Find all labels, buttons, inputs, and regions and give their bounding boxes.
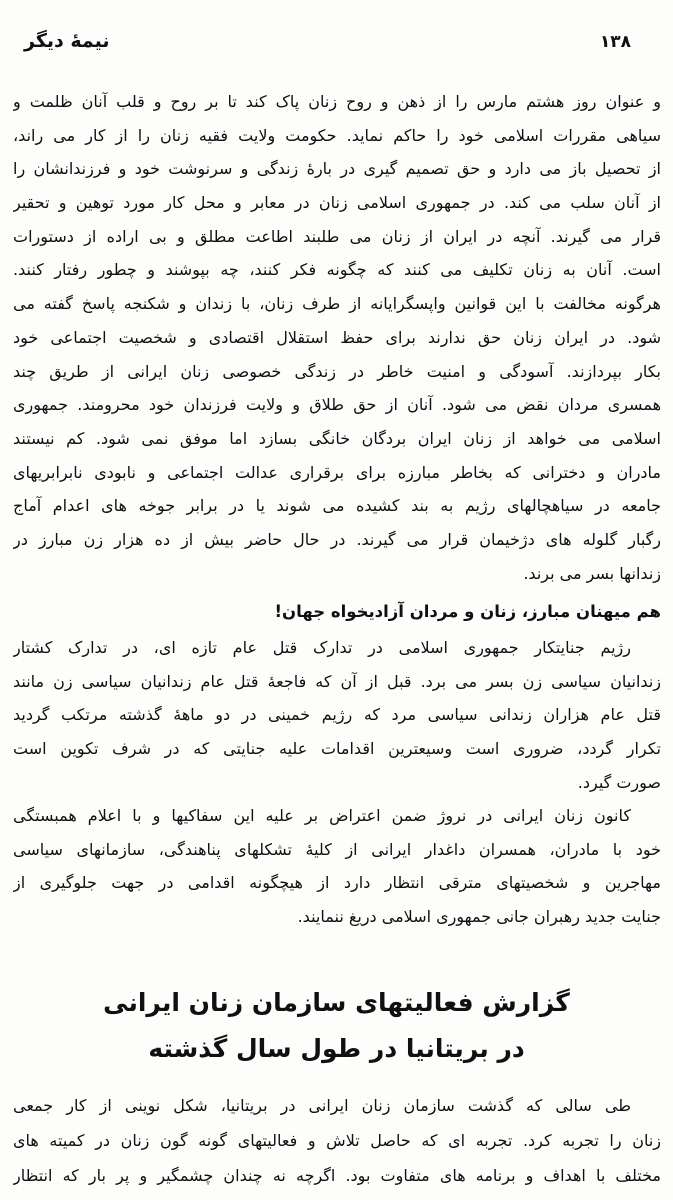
page-number: ۱۳۸	[599, 32, 631, 52]
text-line: و عنوان روز هشتم مارس را از ذهن و روح زنان پاک کند تا بر روح و قلب آنان ظلمت و	[13, 92, 661, 111]
section-heading-line-2: در بریتانیا در طول سال گذشته	[148, 1034, 525, 1063]
text-line: رژیم جنایتکار جمهوری اسلامی در تدارک قتل عام تازه ای، در تدارک کشتار	[13, 638, 631, 657]
text-line: مهاجرین و شخصیتهای مترقی انتظار دارد از هیچگونه اقدامی در جهت جلوگیری از	[13, 873, 661, 893]
text-line: زنان را تجربه کرد. تجربه ای که حاصل تلاش و فعالیتهای گونه گون زنان در کمیته های	[13, 1131, 661, 1150]
text-line: بکار بپردازند. آسودگی و امنیت خاطر در زندگی خصوصی زنان ایرانی از طریق چند	[13, 361, 661, 381]
text-line: سیاهی مقررات اسلامی خود را حاکم نماید. حکومت ولایت فقیه زنان را از کار می راند،	[13, 125, 661, 145]
report-paragraph-1	[13, 1088, 661, 1193]
text-line: هرگونه مخالفت با این قوانین واپسگرایانه از طرف زنان، با زندان و شکنجه پاسخ گفته می	[13, 294, 661, 314]
text-line: اسلامی می خواهد از زنان ایران بردگان خانگی بسازد اما موفق نمی شود. کم نیستند	[13, 428, 661, 448]
section-heading	[0, 980, 673, 1072]
text-line: همسری مردان نقض می شود. آنان از حق طلاق و ولایت فرزندان خود محرومند. جمهوری	[13, 395, 661, 415]
salutation-line: هم میهنان مبارز، زنان و مردان آزادیخواه جهان!	[274, 602, 661, 621]
text-line: جامعه در سیاهچالهای رژیم به بند کشیده می شوند یا در برابر جوخه های اعدام آماج	[13, 496, 661, 516]
text-line: تکرار گردد، ضروری است وسیعترین اقدامات علیه جنایتی که در شرف تکوین است	[13, 739, 661, 759]
text-line: رگبار گلوله های دژخیمان قرار می گیرند. در حال حاضر بیش از ده هزار زن مبارز در	[13, 529, 661, 549]
text-line: زندانیان سیاسی زن بسر می برد. قبل از آن که فاجعهٔ قتل عام زندانیان سیاسی زن مانند	[13, 671, 661, 691]
text-line: مختلف با اهداف و برنامه های متفاوت بود. اگرچه نه چندان چشمگیر و پر بار که انتظار	[13, 1166, 661, 1185]
text-line: قتل عام هزاران زندانی سیاسی مرد که رژیم خمینی در دو ماههٔ گذشته مرتکب گردید	[13, 705, 661, 725]
text-line: خود با مادران، همسران داغدار ایرانی از کلیهٔ تشکلهای پناهندگی، سازمانهای سیاسی	[13, 839, 661, 859]
running-head	[0, 30, 673, 62]
text-line: شود. در ایران زنان حق ندارند برای حفظ استقلال اقتصادی و شخصیت اجتماعی خود	[13, 327, 661, 347]
text-line: کانون زنان ایرانی در نروژ ضمن اعتراض بر علیه این سفاکیها و با اعلام همبستگی	[13, 806, 631, 825]
section-heading-line-1: گزارش فعالیتهای سازمان زنان ایرانی	[103, 988, 570, 1017]
text-line: قرار می گیرند. آنچه در ایران از زنان می طلبند اطاعت مطلق و بی اراده از دستورات	[13, 226, 661, 246]
text-line: مادران و دخترانی که بخاطر مبارزه برای برقراری عدالت اجتماعی و نابودی نابرابریهای	[13, 462, 661, 482]
body-paragraph-2	[13, 631, 661, 799]
text-line: صورت گیرد.	[577, 772, 661, 792]
journal-title: نیمهٔ دیگر	[24, 30, 110, 52]
text-line: است. آنان به زنان تکلیف می کنند که چگونه فکر کنند، چه بپوشند و چطور رفتار کنند.	[13, 260, 661, 280]
text-line: زندانها بسر می برند.	[523, 563, 661, 583]
body-paragraph-3	[13, 799, 661, 934]
text-line: از آنان سلب می کند. در جمهوری اسلامی زنان در معابر و محل کار مورد توهین و تحقیر	[13, 193, 661, 213]
text-line: جنایت جدید رهبران جانی جمهوری اسلامی دریغ ننمایند.	[297, 907, 661, 927]
text-line: طی سالی که گذشت سازمان زنان ایرانی در بریتانیا، شکل نوینی از کار جمعی	[13, 1096, 631, 1115]
body-paragraph-1	[13, 85, 661, 590]
text-line: از تحصیل باز می دارد و حق تصمیم گیری در بارهٔ زندگی و سرنوشت خود و فرزندانشان را	[13, 159, 661, 179]
